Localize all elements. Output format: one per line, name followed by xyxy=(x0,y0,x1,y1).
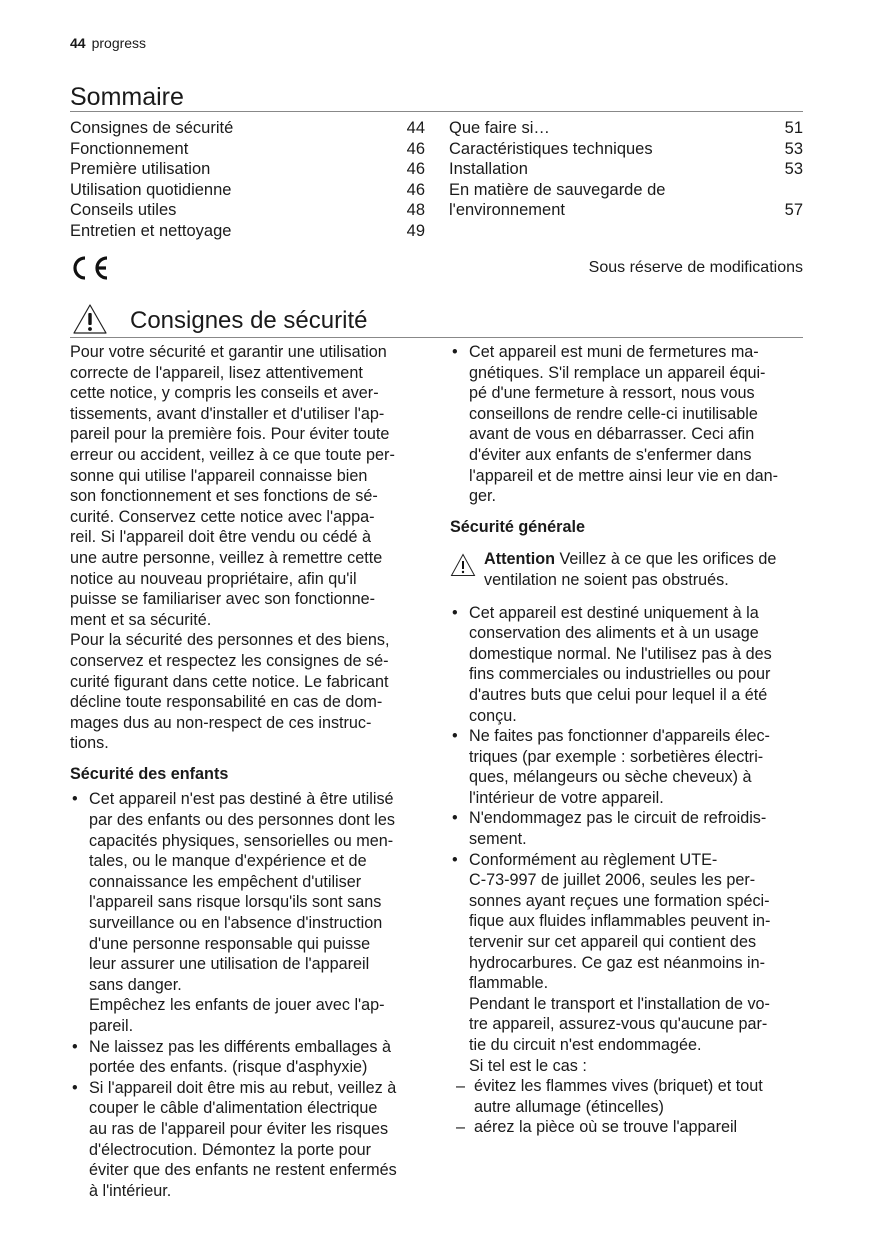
toc-entry-label: En matière de sauvegarde de xyxy=(449,180,666,199)
text-line: Cet appareil n'est pas destiné à être utilisé xyxy=(89,790,394,809)
divider xyxy=(70,337,803,338)
text-line: erreur ou accident, veillez à ce que toute per- xyxy=(70,445,395,464)
attention-note xyxy=(450,549,806,590)
text-line: curité figurant dans cette notice. Le fabricant xyxy=(70,672,389,691)
bullet-icon: • xyxy=(452,809,458,828)
toc-entry-label: Caractéristiques techniques xyxy=(449,139,653,158)
text-line: Ne laissez pas les différents emballages à xyxy=(89,1037,392,1056)
text-line: sans danger. xyxy=(89,975,182,994)
text-line: Si l'appareil doit être mis au rebut, veillez à xyxy=(89,1078,397,1097)
text-line: conservation des aliments et à un usage xyxy=(469,624,759,643)
toc-entry-page: 46 xyxy=(406,160,425,179)
text-line: Si tel est le cas : xyxy=(469,1056,587,1075)
text-line: capacités physiques, sensorielles ou men- xyxy=(89,831,394,850)
text-line: ventilation ne soient pas obstrués. xyxy=(484,570,729,589)
warning-triangle-icon xyxy=(72,303,108,340)
toc-entry[interactable] xyxy=(449,180,803,201)
toc-entry[interactable] xyxy=(70,221,425,242)
text-line: puisse se familiariser avec son fonctionne- xyxy=(70,590,376,609)
text-line: notice au nouveau propriétaire, afin qu'il xyxy=(70,569,357,588)
text-line: Cet appareil est muni de fermetures ma- xyxy=(469,343,759,361)
text-line: éviter que des enfants ne restent enfermés xyxy=(89,1161,397,1180)
text-line: aérez la pièce où se trouve l'appareil xyxy=(474,1118,738,1137)
divider xyxy=(70,111,803,112)
toc-entry[interactable] xyxy=(449,159,803,180)
text-line: leur assurer une utilisation de l'appareil xyxy=(89,955,370,974)
toc-title: Sommaire xyxy=(70,83,184,111)
toc-entry[interactable] xyxy=(70,180,425,201)
text-line: autre allumage (étincelles) xyxy=(474,1097,664,1116)
text-line: domestique normal. Ne l'utilisez pas à des xyxy=(469,644,772,663)
text-line: pareil pour la première fois. Pour éviter toute xyxy=(70,425,390,444)
text-line: fique aux fluides inflammables peuvent in- xyxy=(469,912,771,931)
text-line: fins commerciales ou industrielles ou pour xyxy=(469,665,771,684)
text-line: au ras de l'appareil pour éviter les risques xyxy=(89,1119,389,1138)
toc-entry[interactable] xyxy=(70,139,425,160)
toc-entry-label: Fonctionnement xyxy=(70,139,189,158)
text-line: l'appareil sans risque lorsqu'ils sont sans xyxy=(89,893,382,912)
text-line: flammable. xyxy=(469,974,549,993)
paragraph xyxy=(70,342,426,754)
toc-entry-label: Installation xyxy=(449,160,528,179)
text-line: l'appareil et de mettre ainsi leur vie en dan- xyxy=(469,466,779,485)
text-line: d'une personne responsable qui puisse xyxy=(89,934,371,953)
text-line: couper le câble d'alimentation électrique xyxy=(89,1099,378,1118)
text-line: à l'intérieur. xyxy=(89,1181,172,1200)
bullet-icon: • xyxy=(452,343,458,361)
text-line: conseillons de rendre celle-ci inutilisable xyxy=(469,404,758,423)
text-line: évitez les flammes vives (briquet) et tout xyxy=(474,1077,763,1096)
text-line: pareil. xyxy=(89,1017,134,1035)
toc-entry-label: Première utilisation xyxy=(70,160,211,179)
toc-entry-page: 49 xyxy=(406,221,425,240)
list-item xyxy=(450,726,806,808)
text-line: tervenir sur cet appareil qui contient des xyxy=(469,933,757,952)
text-line: Sécurité générale xyxy=(450,517,585,536)
text-line: l'intérieur de votre appareil. xyxy=(469,788,664,807)
text-line: sement. xyxy=(469,830,527,849)
text-line: conservez et respectez les consignes de sé- xyxy=(70,651,389,670)
list-item xyxy=(70,1078,426,1202)
toc-entry-label: Conseils utiles xyxy=(70,201,177,220)
text-line: surveillance ou en l'absence d'instruction xyxy=(89,914,383,933)
page-header xyxy=(70,35,146,51)
text-line: avant de vous en débarrasser. Ceci afin xyxy=(469,425,755,444)
bullet-icon: • xyxy=(452,850,458,869)
toc-right-column xyxy=(449,118,803,221)
subheading xyxy=(450,517,806,538)
ce-mark-logo xyxy=(70,254,110,287)
toc-entry-page: 53 xyxy=(784,139,803,158)
text-line: Conformément au règlement UTE- xyxy=(469,850,718,869)
text-line: ques, mélangeurs ou sèche cheveux) à xyxy=(469,768,752,787)
text-line: sonnes ayant reçues une formation spéci- xyxy=(469,891,770,910)
toc-entry-page: 44 xyxy=(406,119,425,137)
text-line: son fonctionnement et ses fonctions de sé- xyxy=(70,487,378,506)
text-line: tre appareil, assurez-vous qu'aucune par- xyxy=(469,1015,768,1034)
bullet-icon: • xyxy=(452,727,458,746)
text-line: pé d'une fermeture à ressort, nous vous xyxy=(469,384,755,403)
bullet-icon: • xyxy=(72,790,78,809)
text-line: d'autres buts que celui pour lequel il a été xyxy=(469,685,768,704)
text-line: gnétiques. S'il remplace un appareil équi- xyxy=(469,363,766,382)
brand-name: progress xyxy=(91,35,147,51)
text-line: curité. Conservez cette notice avec l'appa- xyxy=(70,507,375,526)
text-line: ger. xyxy=(469,487,496,506)
text-line: Ne faites pas fonctionner d'appareils élec- xyxy=(469,727,770,746)
text-line: Cet appareil est destiné uniquement à la xyxy=(469,603,759,622)
toc-entry-label: Utilisation quotidienne xyxy=(70,180,232,199)
text-line: Pendant le transport et l'installation de vo- xyxy=(469,994,770,1013)
list-item xyxy=(450,342,806,507)
toc-entry-label: Consignes de sécurité xyxy=(70,119,234,137)
text-line: conçu. xyxy=(469,706,517,725)
list-item xyxy=(450,603,806,727)
dash-icon: – xyxy=(456,1077,466,1096)
toc-entry[interactable] xyxy=(449,139,803,160)
toc-entry-label: Que faire si… xyxy=(449,119,550,137)
right-column xyxy=(450,342,806,1138)
toc-entry[interactable] xyxy=(449,200,803,221)
bullet-icon: • xyxy=(72,1078,78,1097)
text-line: Empêchez les enfants de jouer avec l'ap- xyxy=(89,996,385,1015)
section-title: Consignes de sécurité xyxy=(130,307,368,334)
text-line: tie du circuit n'est endommagée. xyxy=(469,1036,702,1054)
text-line: portée des enfants. (risque d'asphyxie) xyxy=(89,1058,368,1077)
toc-left-column xyxy=(70,118,425,242)
attention-label: Attention xyxy=(484,550,556,569)
toc-entry-page: 48 xyxy=(406,201,425,220)
subheading xyxy=(70,764,426,785)
text-line: N'endommagez pas le circuit de refroidis- xyxy=(469,809,767,828)
toc-entry[interactable] xyxy=(70,159,425,180)
text-line: tions. xyxy=(70,734,109,753)
text-line: hydrocarbures. Ce gaz est néanmoins in- xyxy=(469,953,766,972)
text-line: triques (par exemple : sorbetières électri- xyxy=(469,747,764,766)
toc-entry-page: 57 xyxy=(784,201,803,220)
bullet-icon: • xyxy=(452,603,458,622)
text-line: décline toute responsabilité en cas de dom- xyxy=(70,693,383,712)
text-line: d'éviter aux enfants de s'enfermer dans xyxy=(469,445,752,464)
text-line: ment et sa sécurité. xyxy=(70,610,212,629)
toc-entry-page: 46 xyxy=(406,139,425,158)
modification-note: Sous réserve de modifications xyxy=(588,259,803,276)
text-line: cette notice, y compris les conseils et aver- xyxy=(70,384,379,403)
dash-icon: – xyxy=(456,1118,466,1137)
list-item xyxy=(450,1117,806,1138)
text-line: connaissance les empêchent d'utiliser xyxy=(89,872,362,891)
list-item xyxy=(450,850,806,1077)
text-line: C-73-997 de juillet 2006, seules les per- xyxy=(469,871,756,890)
left-column xyxy=(70,342,426,1201)
text-line: correcte de l'appareil, lisez attentivement xyxy=(70,363,363,382)
text-line: Pour votre sécurité et garantir une utilisation xyxy=(70,343,387,361)
toc-entry[interactable] xyxy=(449,118,803,139)
text-line: par des enfants ou des personnes dont les xyxy=(89,811,395,830)
text-line: reil. Si l'appareil doit être vendu ou cédé à xyxy=(70,528,371,547)
text-line: sonne qui utilise l'appareil connaisse bien xyxy=(70,466,368,485)
list-item xyxy=(70,789,426,1036)
list-item xyxy=(450,1076,806,1117)
page-number: 44 xyxy=(70,35,86,51)
text-line: tissements, avant d'installer et d'utiliser l'ap- xyxy=(70,404,385,423)
toc-entry-label: Entretien et nettoyage xyxy=(70,221,232,240)
bullet-icon: • xyxy=(72,1037,78,1056)
text-line: Attention Veillez à ce que les orifices de xyxy=(484,550,777,569)
toc-entry-page: 51 xyxy=(784,119,803,137)
list-item xyxy=(450,808,806,849)
toc-entry-label: l'environnement xyxy=(449,201,565,220)
text-line: Pour la sécurité des personnes et des biens, xyxy=(70,631,390,650)
toc-entry[interactable] xyxy=(70,118,425,139)
text-line: une autre personne, veillez à remettre cette xyxy=(70,548,383,567)
text-line: tales, ou le manque d'expérience et de xyxy=(89,852,367,871)
toc-entry-page: 46 xyxy=(406,180,425,199)
text-line: d'électrocution. Démontez la porte pour xyxy=(89,1140,372,1159)
text-line: mages dus au non-respect de ces instruc- xyxy=(70,713,372,732)
text-line: Sécurité des enfants xyxy=(70,764,229,783)
toc-entry-page: 53 xyxy=(784,160,803,179)
toc-entry[interactable] xyxy=(70,200,425,221)
list-item xyxy=(70,1037,426,1078)
